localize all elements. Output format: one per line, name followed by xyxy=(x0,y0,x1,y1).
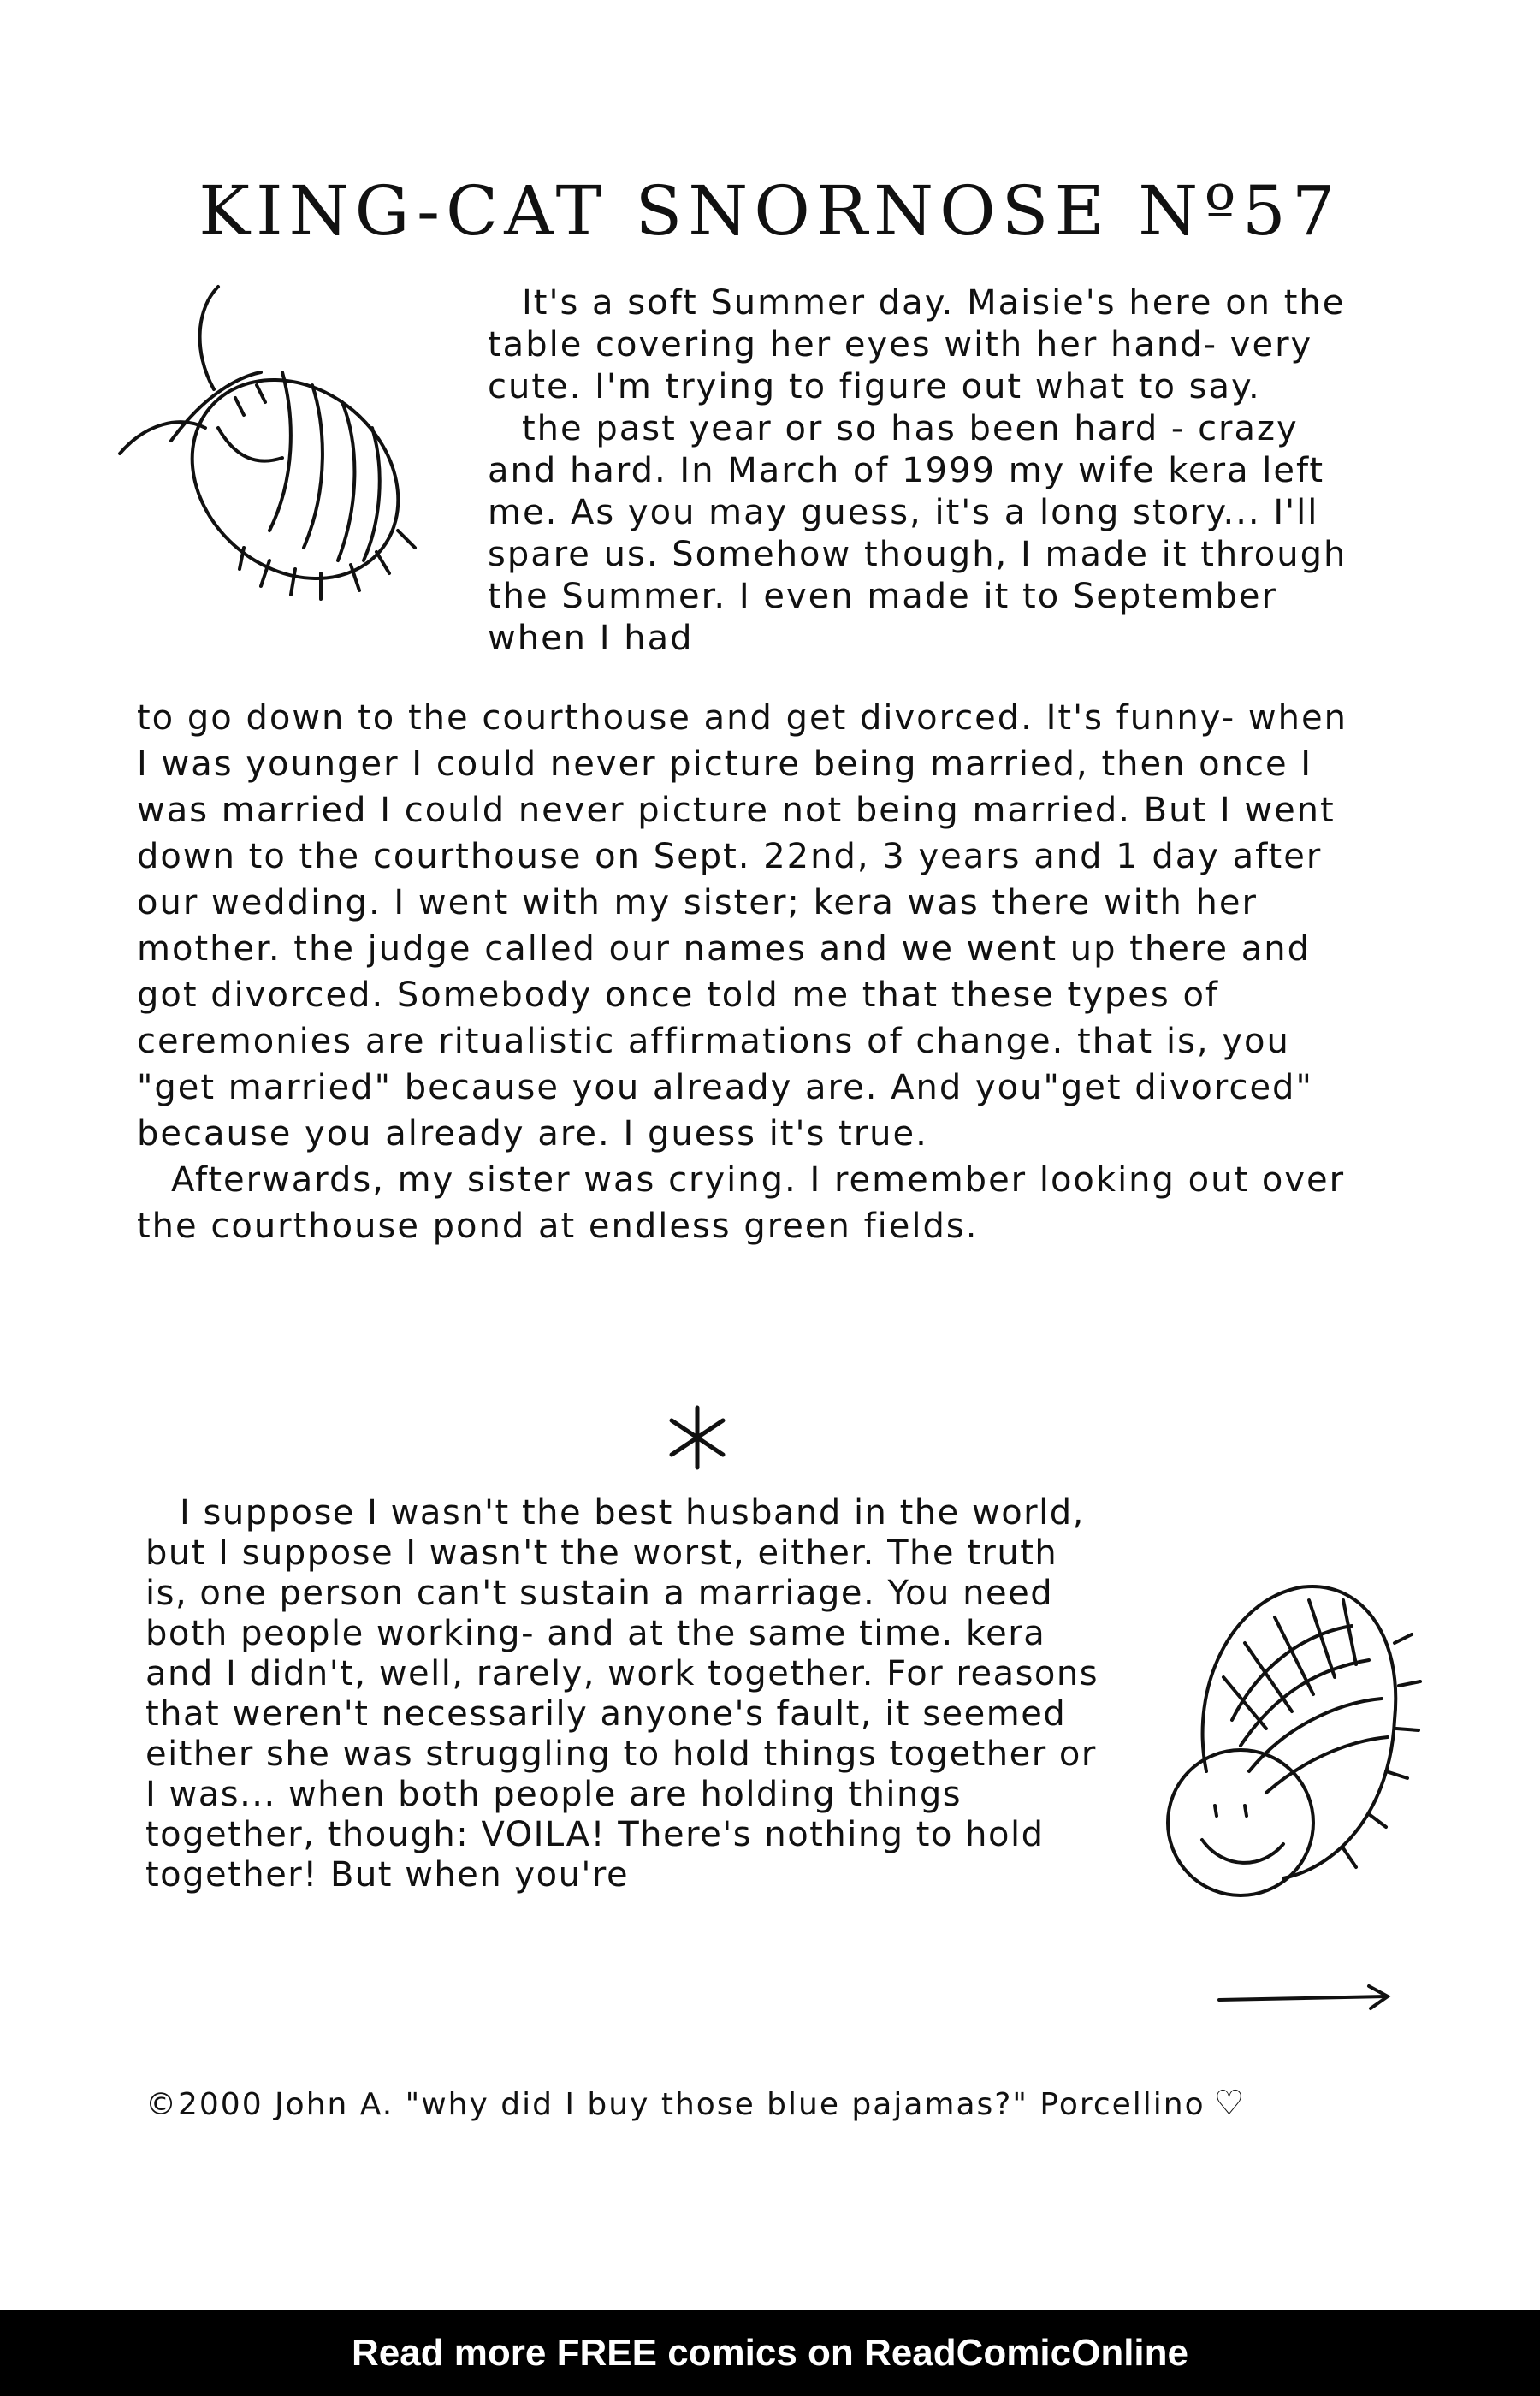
asterisk-separator-icon xyxy=(663,1403,732,1472)
credit-text: ©2000 John A. "why did I buy those blue pajamas?" Porcellino xyxy=(145,2087,1205,2122)
page-title: KING-CAT SNORNOSE Nº57 xyxy=(198,171,1342,251)
promo-banner[interactable]: Read more FREE comics on ReadComicOnline xyxy=(0,2310,1540,2396)
section-2-paragraph-1: I suppose I wasn't the best husband in the world, but I suppose I wasn't the worst, either. The truth is, one person can't sustain a marriage. You need both people working- and at the same time. kera and I didn't, well, rarely, work together. For reasons that weren't necessarily anyone's fault, it seemed either she was struggling to hold things together or I was... when both people are holding things together, though: VOILA! There's nothing to hold together! But when you're xyxy=(145,1493,1099,1895)
copyright-credit xyxy=(145,2084,1429,2123)
curled-bug-drawing-icon xyxy=(1155,1549,1429,1908)
main-text xyxy=(137,695,1369,1249)
arrow-right-icon xyxy=(1215,1981,1395,2015)
paragraph-2-continued: to go down to the courthouse and get divorced. It's funny- when I was younger I could never picture being married, then once I was married I could never picture not being married. But I went down to the courthouse on Sept. 22nd, 3 years and 1 day after our wedding. I went with my sister; kera was there with her mother. the judge called our names and we went up there and got divorced. Somebody once told me that these types of ceremonies are ritualistic affirmations of change. that is, you "get married" because you already are. And you"get divorced" because you already are. I guess it's true. xyxy=(137,698,1348,1154)
heart-icon: ♡ xyxy=(1213,2084,1247,2123)
second-section-text xyxy=(145,1493,1104,1895)
pill-bug-drawing-icon xyxy=(111,274,453,650)
intro-paragraph-1: It's a soft Summer day. Maisie's here on the table covering her eyes with her hand- very cute. I'm trying to figure out what to say. xyxy=(488,283,1346,406)
paragraph-3: Afterwards, my sister was crying. I remember looking out over the courthouse pond at endless green fields. xyxy=(137,1160,1346,1246)
intro-paragraph-2: the past year or so has been hard - crazy and hard. In March of 1999 my wife kera left me. As you may guess, it's a long story... I'll spare us. Somehow though, I made it through the Summer. I even made it to September when I had xyxy=(488,409,1348,658)
intro-text xyxy=(488,282,1369,660)
